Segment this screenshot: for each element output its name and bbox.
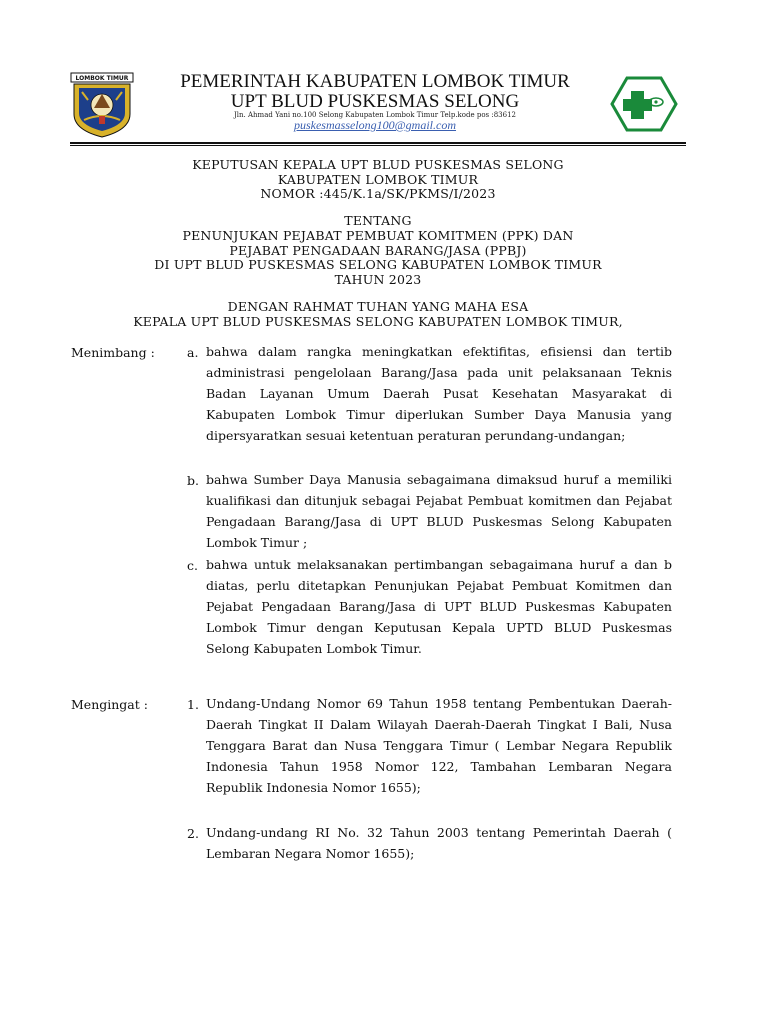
mengingat-marker-2: 2. — [187, 826, 199, 841]
mengingat-label: Mengingat : — [71, 697, 148, 712]
institution-name: UPT BLUD PUSKESMAS SELONG — [230, 91, 520, 112]
decree-title-line1: KEPUTUSAN KEPALA UPT BLUD PUSKESMAS SELONG — [192, 157, 564, 172]
menimbang-label: Menimbang : — [71, 345, 155, 360]
letterhead-divider — [70, 142, 686, 144]
decree-number: NOMOR :445/K.1a/SK/PKMS/I/2023 — [260, 186, 496, 201]
mengingat-marker-1: 1. — [187, 697, 199, 712]
menimbang-point-c: bahwa untuk melaksanakan pertimbangan sebagaimana huruf a dan b diatas, perlu ditetapkan Penunjukan Pejabat Pembuat Komitmen dan Pejabat Pengadaan Barang/Jasa di UPT BLUD Puskesmas Kabupaten Lombok Timur dengan Keputusan Kepala UPTD BLUD Puskesmas Selong Kabupaten Lombok Timur. — [206, 557, 672, 657]
decree-blessing-line1: DENGAN RAHMAT TUHAN YANG MAHA ESA — [227, 299, 529, 314]
decree-title-line2: KABUPATEN LOMBOK TIMUR — [277, 172, 479, 187]
menimbang-point-a: bahwa dalam rangka meningkatkan efektifitas, efisiensi dan tertib administrasi pengelolaan Barang/Jasa pada unit pelaksanaan Teknis Badan Layanan Umum Daerah Pusat Kesehatan Masyarakat di Kabupaten Lombok Timur diperlukan Sumber Daya Manusia yang dipersyaratkan sesuai ketentuan peraturan perundang-undangan; — [206, 344, 672, 444]
decree-subject-line1: PENUNJUKAN PEJABAT PEMBUAT KOMITMEN (PPK) DAN — [182, 228, 574, 243]
menimbang-marker-b: b. — [187, 473, 199, 488]
institution-address: Jln. Ahmad Yani no.100 Selong Kabupaten Lombok Timur Telp.kode pos :83612 — [233, 111, 516, 119]
institution-email-link[interactable]: puskesmasselong100@gmail.com — [293, 118, 457, 132]
regency-emblem-icon — [70, 72, 134, 138]
menimbang-marker-a: a. — [187, 345, 199, 360]
decree-subject-line4: TAHUN 2023 — [334, 272, 422, 287]
letterhead-divider-thin — [70, 145, 686, 146]
health-cross-logo-icon — [610, 76, 678, 132]
mengingat-point-2: Undang-undang RI No. 32 Tahun 2003 tentang Pemerintah Daerah ( Lembaran Negara Nomor 1655); — [206, 825, 672, 862]
government-name: PEMERINTAH KABUPATEN LOMBOK TIMUR — [180, 71, 570, 92]
emblem-label: LOMBOK TIMUR — [75, 75, 129, 82]
decree-about: TENTANG — [344, 213, 412, 228]
menimbang-marker-c: c. — [187, 558, 198, 573]
decree-blessing-line2: KEPALA UPT BLUD PUSKESMAS SELONG KABUPATEN LOMBOK TIMUR, — [133, 314, 623, 329]
decree-subject-line3: DI UPT BLUD PUSKESMAS SELONG KABUPATEN LOMBOK TIMUR — [154, 257, 602, 272]
mengingat-point-1: Undang-Undang Nomor 69 Tahun 1958 tentang Pembentukan Daerah-Daerah Tingkat II Dalam Wilayah Daerah-Daerah Tingkat I Bali, Nusa Tenggara Barat dan Nusa Tenggara Timur ( Lembar Negara Republik Indonesia Tahun 1958 Nomor 122, Tambahan Lembaran Negara Republik Indonesia Nomor 1655); — [206, 696, 672, 796]
decree-subject-line2: PEJABAT PENGADAAN BARANG/JASA (PPBJ) — [229, 243, 527, 258]
menimbang-point-b: bahwa Sumber Daya Manusia sebagaimana dimaksud huruf a memiliki kualifikasi dan ditunjuk sebagai Pejabat Pembuat komitmen dan Pejabat Pengadaan Barang/Jasa di UPT BLUD Puskesmas Selong Kabupaten Lombok Timur ; — [206, 472, 672, 551]
